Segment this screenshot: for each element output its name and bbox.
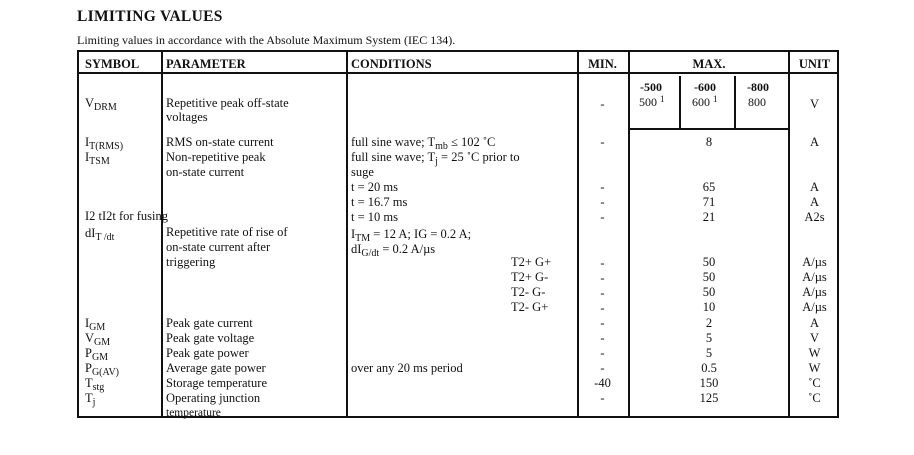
max-itsm-t2: 71 (702, 195, 716, 209)
limiting-values-table (77, 50, 839, 418)
min-didt-q4: - (600, 301, 605, 315)
intro-text: Limiting values in accordance with the Absolute Maximum System (IEC 134). (77, 33, 456, 47)
variant-code: -500 (640, 80, 662, 94)
header-min: MIN. (588, 57, 617, 71)
variant-code: -800 (747, 80, 769, 94)
quadrant-label: T2+ G- (511, 270, 549, 284)
max-tstg: 150 (699, 376, 719, 390)
param-itrms: RMS on-state current (166, 135, 274, 149)
header-divider (79, 72, 837, 74)
min-itsm-t2: - (600, 195, 605, 209)
max-igm: 2 (705, 316, 713, 330)
header-unit: UNIT (798, 57, 831, 71)
max-vgm: 5 (705, 331, 713, 345)
param-didt: Repetitive rate of rise of (166, 225, 288, 239)
cond-itsm-t3: t = 10 ms (351, 210, 398, 224)
symbol-itsm: $I_{TSM}$ (85, 150, 110, 167)
unit-didt-q4: A/µs (802, 300, 827, 314)
cond-itsm-t1: t = 20 ms (351, 180, 398, 194)
min-vgm: - (600, 331, 605, 345)
param-pgm: Peak gate power (166, 346, 249, 360)
quadrant-label: T2+ G+ (511, 255, 552, 269)
min-didt-q3: - (600, 286, 605, 300)
min-pgm: - (600, 346, 605, 360)
variant-value: 500 $^1$ (639, 94, 665, 109)
unit-vdrm: V (809, 97, 820, 111)
max-pgm: 5 (705, 346, 713, 360)
min-itsm-t3: - (600, 210, 605, 224)
unit-tj: ˚C (808, 391, 821, 405)
param-pgav: Average gate power (166, 361, 266, 375)
cond-didt-2: $dI_{G/dt} = 0.2$ A/µs (351, 242, 436, 259)
unit-itsm-t1: A (809, 180, 820, 194)
max-pgav: 0.5 (701, 361, 717, 375)
unit-tstg: ˚C (808, 376, 821, 390)
unit-vgm: V (809, 331, 820, 345)
unit-itsm-t2: A (809, 195, 820, 209)
header-parameter: PARAMETER (166, 57, 246, 71)
param-vdrm-2: voltages (166, 110, 208, 124)
symbol-tstg: $T_{stg}$ (85, 376, 105, 393)
symbol-vdrm: $V_{DRM}$ (85, 96, 117, 113)
max-didt-q4: 10 (702, 300, 716, 314)
cond-didt-1: $I_{TM} = 12$ A; IG = 0.2 A; (351, 227, 472, 244)
max-tj: 125 (699, 391, 719, 405)
param-tj-2: temperature (166, 407, 221, 419)
header-max: MAX. (692, 57, 726, 71)
param-vgm: Peak gate voltage (166, 331, 255, 345)
unit-igm: A (809, 316, 820, 330)
param-itsm-2: on-state current (166, 165, 245, 179)
cond-itrms: full sine wave; $T_{mb} \le 102$ ˚C (351, 135, 496, 152)
min-tj: - (600, 391, 605, 405)
min-igm: - (600, 316, 605, 330)
header-symbol: SYMBOL (85, 57, 140, 71)
variant-value: 800 (748, 95, 766, 109)
cond-itsm: full sine wave; $T_j = 25$ ˚C prior to (351, 150, 520, 167)
unit-pgav: W (808, 361, 821, 375)
symbol-pgm: $P_{GM}$ (85, 346, 109, 363)
max-didt-q1: 50 (702, 255, 716, 269)
variant-code: -600 (694, 80, 716, 94)
col-divider (161, 52, 163, 416)
min-itsm-t1: - (600, 180, 605, 194)
min-tstg: -40 (594, 376, 611, 390)
header-conditions: CONDITIONS (351, 57, 432, 71)
col-divider (346, 52, 348, 416)
min-itrms: - (600, 135, 605, 149)
param-didt-3: triggering (166, 255, 216, 269)
quadrant-label: T2- G+ (511, 300, 549, 314)
max-itrms: 8 (705, 135, 713, 149)
variant-divider (679, 76, 681, 128)
unit-itrms: A (809, 135, 820, 149)
param-itsm: Non-repetitive peak (166, 150, 266, 164)
cond-itsm-t2: t = 16.7 ms (351, 195, 408, 209)
unit-didt-q3: A/µs (802, 285, 827, 299)
param-vdrm: Repetitive peak off-state (166, 96, 289, 110)
unit-didt-q2: A/µs (802, 270, 827, 284)
cond-pgav: over any 20 ms period (351, 361, 463, 375)
symbol-didt: $dI_{T /dt}$ (85, 226, 115, 243)
min-didt-q1: - (600, 256, 605, 270)
unit-itsm-t3: A2s (804, 210, 825, 224)
max-itsm-t1: 65 (702, 180, 716, 194)
param-igm: Peak gate current (166, 316, 253, 330)
min-pgav: - (600, 361, 605, 375)
max-variants-box (628, 76, 790, 130)
quadrant-label: T2- G- (511, 285, 546, 299)
symbol-itrms: $I_{T(RMS)}$ (85, 135, 124, 152)
unit-pgm: W (808, 346, 821, 360)
param-didt-2: on-state current after (166, 240, 271, 254)
min-vdrm: - (600, 97, 605, 111)
max-didt-q2: 50 (702, 270, 716, 284)
param-tstg: Storage temperature (166, 376, 267, 390)
symbol-vgm: $V_{GM}$ (85, 331, 111, 348)
symbol-pgav: $P_{G(AV)}$ (85, 361, 119, 378)
variant-value: 600 $^1$ (692, 94, 718, 109)
unit-didt-q1: A/µs (802, 255, 827, 269)
max-didt-q3: 50 (702, 285, 716, 299)
i2t-label: I2 tI2t for fusing (85, 209, 168, 223)
variant-divider (734, 76, 736, 128)
symbol-tj: $T_j$ (85, 391, 96, 408)
section-heading: LIMITING VALUES (77, 8, 223, 25)
max-itsm-t3: 21 (702, 210, 716, 224)
symbol-igm: $I_{GM}$ (85, 316, 106, 333)
param-tj: Operating junction (166, 391, 261, 405)
min-didt-q2: - (600, 271, 605, 285)
cond-itsm-3: suge (351, 165, 374, 179)
